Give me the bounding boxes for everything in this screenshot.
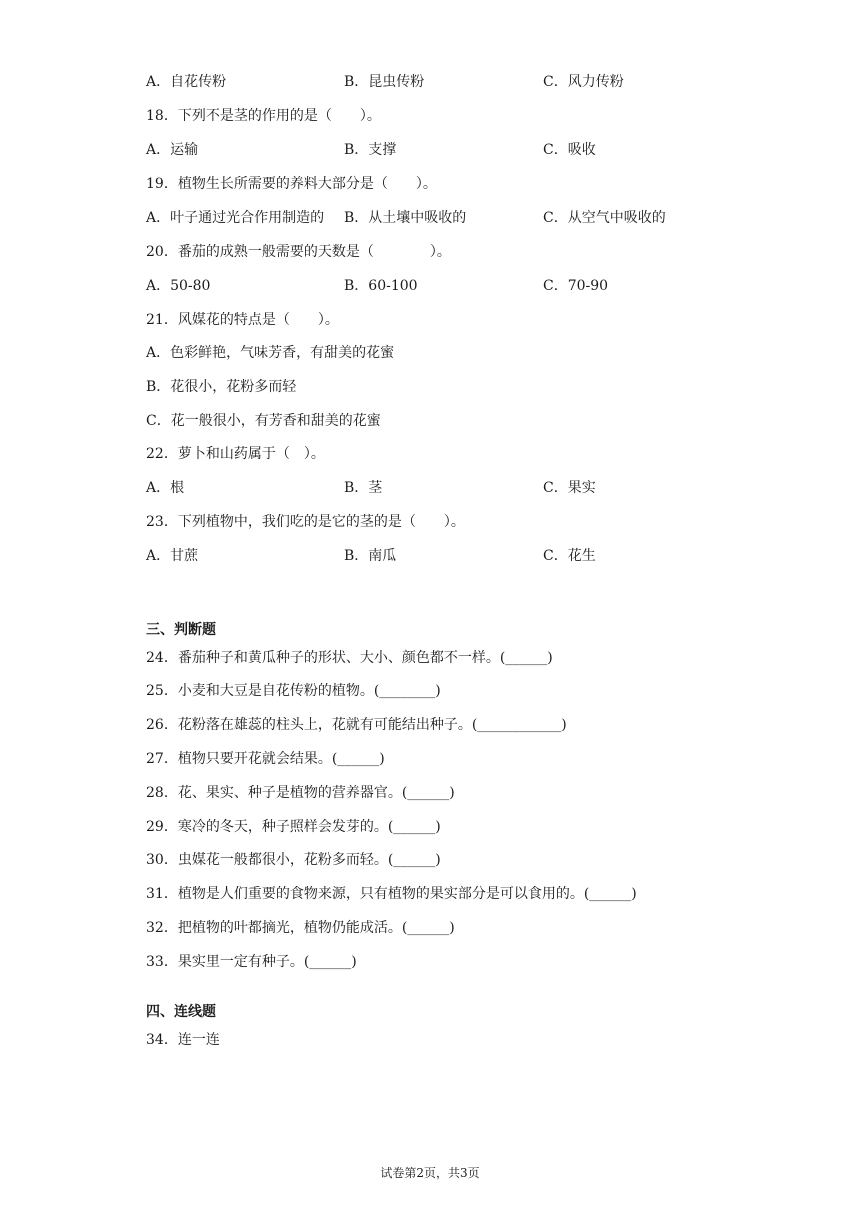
q18-option-c: C．吸收 <box>543 142 596 158</box>
q19-option-a: A．叶子通过光合作用制造的 <box>146 210 325 226</box>
q17-option-a: A．自花传粉 <box>146 74 227 90</box>
q20-option-b: B．60-100 <box>344 278 418 294</box>
q17-option-b: B．昆虫传粉 <box>344 74 425 90</box>
q19-option-b: B．从土壤中吸收的 <box>344 210 467 226</box>
question-18: 18．下列不是茎的作用的是（ ）。 <box>146 108 381 124</box>
q20-option-a: A．50-80 <box>146 278 211 294</box>
q18-option-a: A．运输 <box>146 142 199 158</box>
judgment-item-27: 27．植物只要开花就会结果。(______) <box>146 751 385 767</box>
q23-option-a: A．甘蔗 <box>146 548 199 564</box>
q22-option-c: C．果实 <box>543 480 596 496</box>
question-23: 23．下列植物中，我们吃的是它的茎的是（ ）。 <box>146 514 465 530</box>
page-footer: 试卷第2页，共3页 <box>380 1166 480 1180</box>
judgment-item-31: 31．植物是人们重要的食物来源，只有植物的果实部分是可以食用的。(______) <box>146 886 637 902</box>
q21-option-c: C．花一般很小，有芳香和甜美的花蜜 <box>146 413 381 429</box>
q21-option-b: B．花很小，花粉多而轻 <box>146 379 297 395</box>
judgment-item-24: 24．番茄种子和黄瓜种子的形状、大小、颜色都不一样。(______) <box>146 650 553 666</box>
q22-option-a: A．根 <box>146 480 185 496</box>
q23-option-b: B．南瓜 <box>344 548 397 564</box>
section-3-heading: 三、判断题 <box>146 622 216 638</box>
judgment-item-28: 28．花、果实、种子是植物的营养器官。(______) <box>146 785 455 801</box>
judgment-item-29: 29．寒冷的冬天，种子照样会发芽的。(______) <box>146 819 441 835</box>
section-4-heading: 四、连线题 <box>146 1004 216 1020</box>
judgment-item-32: 32．把植物的叶都摘光，植物仍能成活。(______) <box>146 920 455 936</box>
question-19: 19．植物生长所需要的养料大部分是（ ）。 <box>146 176 437 192</box>
judgment-item-25: 25．小麦和大豆是自花传粉的植物。(________) <box>146 683 441 699</box>
judgment-item-33: 33．果实里一定有种子。(______) <box>146 954 357 970</box>
question-22: 22．萝卜和山药属于（ ）。 <box>146 446 325 462</box>
judgment-item-26: 26．花粉落在雄蕊的柱头上，花就有可能结出种子。(____________) <box>146 717 567 733</box>
question-20: 20．番茄的成熟一般需要的天数是（ ）。 <box>146 244 451 260</box>
q18-option-b: B．支撑 <box>344 142 397 158</box>
q20-option-c: C．70-90 <box>543 278 609 294</box>
q23-option-c: C．花生 <box>543 548 596 564</box>
question-21: 21．风媒花的特点是（ ）。 <box>146 312 339 328</box>
q21-option-a: A．色彩鲜艳，气味芳香，有甜美的花蜜 <box>146 345 395 361</box>
judgment-item-30: 30．虫媒花一般都很小，花粉多而轻。(______) <box>146 852 441 868</box>
q17-option-c: C．风力传粉 <box>543 74 624 90</box>
question-34: 34．连一连 <box>146 1032 220 1048</box>
q19-option-c: C．从空气中吸收的 <box>543 210 666 226</box>
q22-option-b: B．茎 <box>344 480 383 496</box>
